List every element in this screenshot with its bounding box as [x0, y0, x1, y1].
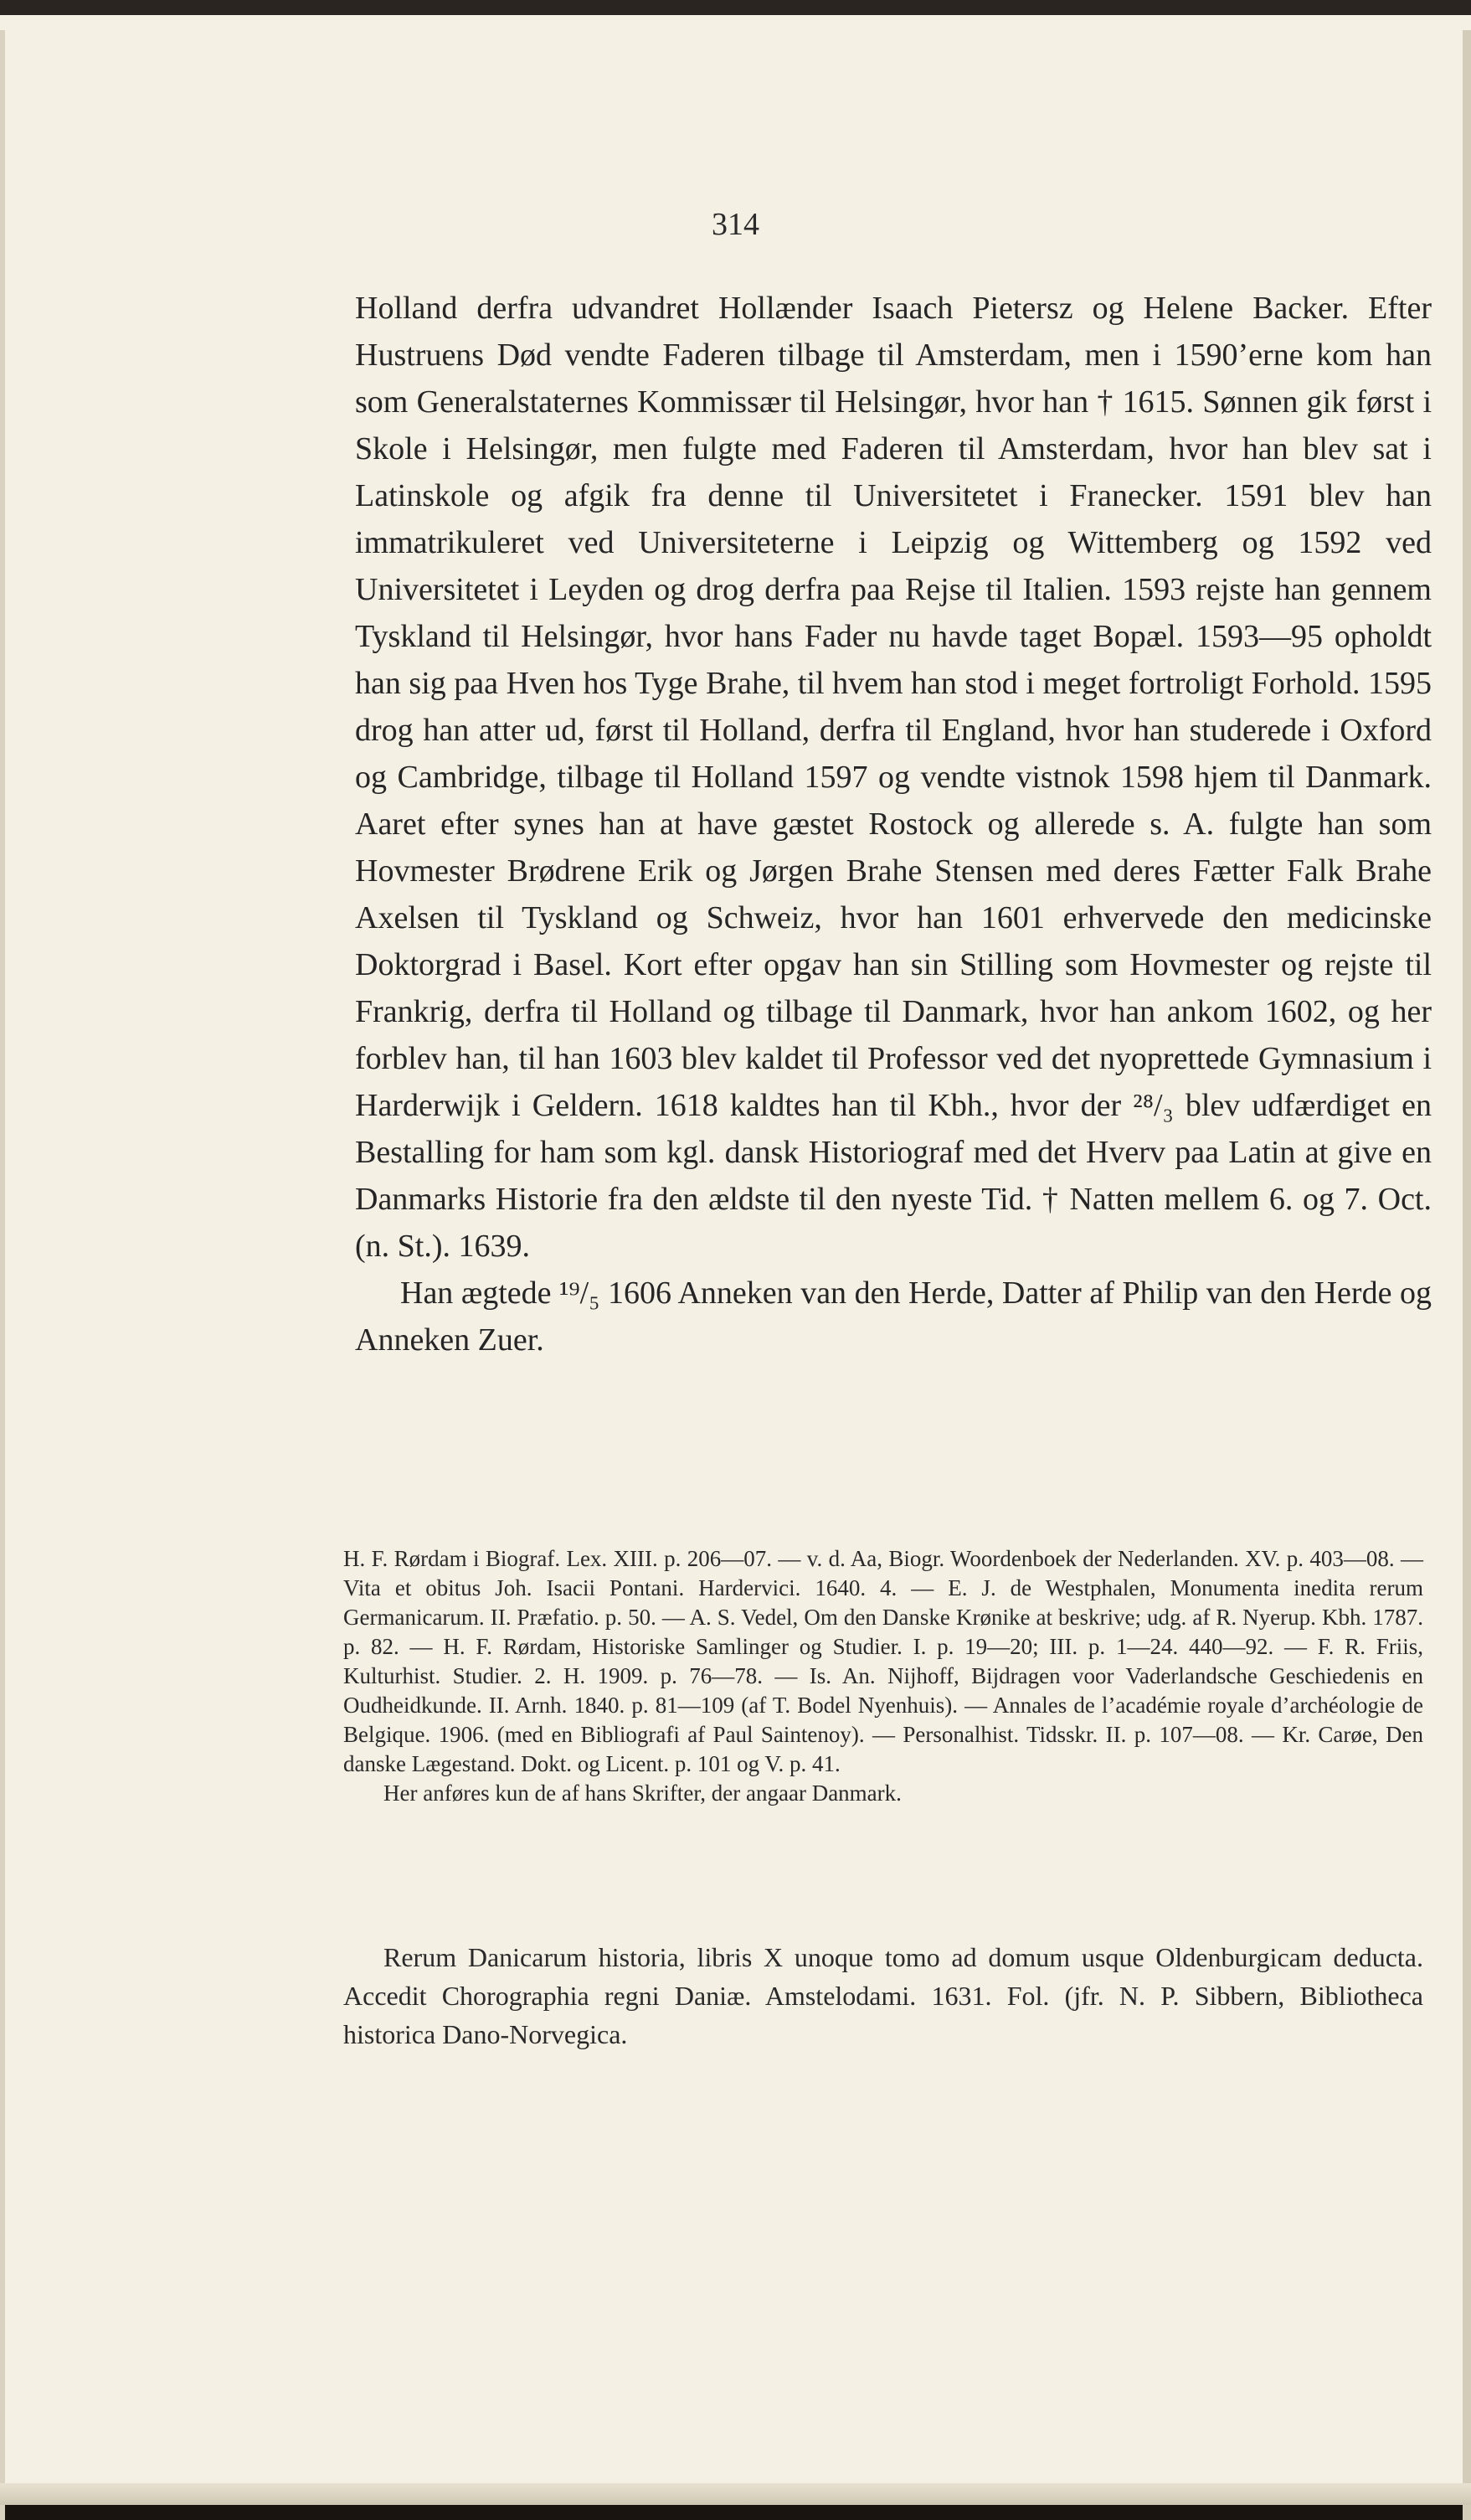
references-sources: H. F. Rørdam i Biograf. Lex. XIII. p. 206—07. — v. d. Aa, Biogr. Woordenboek der Nederlanden. XV. p. 403—08. — Vita et obitus Joh. Isacii Pontani. Hardervici. 1640. 4. — E. J. de Westphalen, Monumenta inedita rerum Germanicarum. II. Præfatio. p. 50. — A. S. Vedel, Om den Danske Krønike at beskrive; udg. af R. Nyerup. Kbh. 1787. p. 82. — H. F. Rørdam, Historiske Samlinger og Studier. I. p. 19—20; III. p. 1—24. 440—92. — F. R. Friis, Kulturhist. Studier. 2. H. 1909. p. 76—78. — Is. An. Nijhoff, Bijdragen voor Vaderlandsche Geschiedenis en Oudheidkunde. II. Arnh. 1840. p. 81—109 (af T. Bodel Nyenhuis). — Annales de l’académie royale d’archéologie de Belgique. 1906. (med en Bibliografi af Paul Saintenoy). — Personalhist. Tidsskr. II. p. 107—08. — Kr. Carøe, Den danske Lægestand. Dokt. og Licent. p. 101 og V. p. 41.	[343, 1546, 1423, 1776]
page-right-edge	[1463, 30, 1471, 2520]
references-section	[343, 1544, 1423, 1808]
main-paragraph-1: Holland derfra udvandret Hollænder Isaach Pietersz og Helene Backer. Efter Hustruens Død vendte Faderen tilbage til Amsterdam, men i 1590’erne kom han som Generalstaternes Kommissær til Helsingør, hvor han † 1615. Sønnen gik først i Skole i Helsingør, men fulgte med Faderen til Amsterdam, hvor han blev sat i Latinskole og afgik fra denne til Universitetet i Franecker. 1591 blev han immatrikuleret ved Universiteterne i Leipzig og Wittemberg og 1592 ved Universitetet i Leyden og drog derfra paa Rejse til Italien. 1593 rejste han gennem Tyskland til Helsingør, hvor hans Fader nu havde taget Bopæl. 1593—95 opholdt han sig paa Hven hos Tyge Brahe, til hvem han stod i meget fortroligt Forhold. 1595 drog han atter ud, først til Holland, derfra til England, hvor han studerede i Oxford og Cambridge, tilbage til Holland 1597 og vendte vistnok 1598 hjem til Danmark. Aaret efter synes han at have gæstet Rostock og allerede s. A. fulgte han som Hovmester Brødrene Erik og Jørgen Brahe Stensen med deres Fætter Falk Brahe Axelsen til Tyskland og Schweiz, hvor han 1601 erhvervede den medicinske Doktorgrad i Basel. Kort efter opgav han sin Stilling som Hovmester og rejste til Frankrig, derfra til Holland og tilbage til Danmark, hvor han ankom 1602, og her forblev han, til han 1603 blev kaldet til Professor ved det nyoprettede Gymnasium i Harderwijk i Geldern. 1618 kaldtes han til Kbh., hvor der ²⁸/₃ blev udfærdiget en Bestalling for ham som kgl. dansk Historiograf med det Hverv paa Latin at give en Danmarks Historie fra den ældste til den nyeste Tid. † Natten mellem 6. og 7. Oct. (n. St.). 1639.	[355, 291, 1432, 1264]
page-left-edge	[0, 30, 5, 2520]
works-entry-1: Rerum Danicarum historia, libris X unoque tomo ad domum usque Oldenburgicam deducta. Accedit Chorographia regni Daniæ. Amstelodami. 1631. Fol. (jfr. N. P. Sibbern, Bibliotheca historica Dano-Norvegica.	[343, 1942, 1423, 2049]
page-number: 314	[712, 207, 759, 242]
works-section	[343, 1938, 1423, 2054]
main-text	[355, 285, 1432, 1363]
main-paragraph-2: Han ægtede ¹⁹/₅ 1606 Anneken van den Herde, Datter af Philip van den Herde og Anneken Zuer.	[355, 1275, 1432, 1358]
references-note: Her anføres kun de af hans Skrifter, der angaar Danmark.	[383, 1780, 902, 1806]
page-bottom-edge	[0, 2483, 1471, 2505]
